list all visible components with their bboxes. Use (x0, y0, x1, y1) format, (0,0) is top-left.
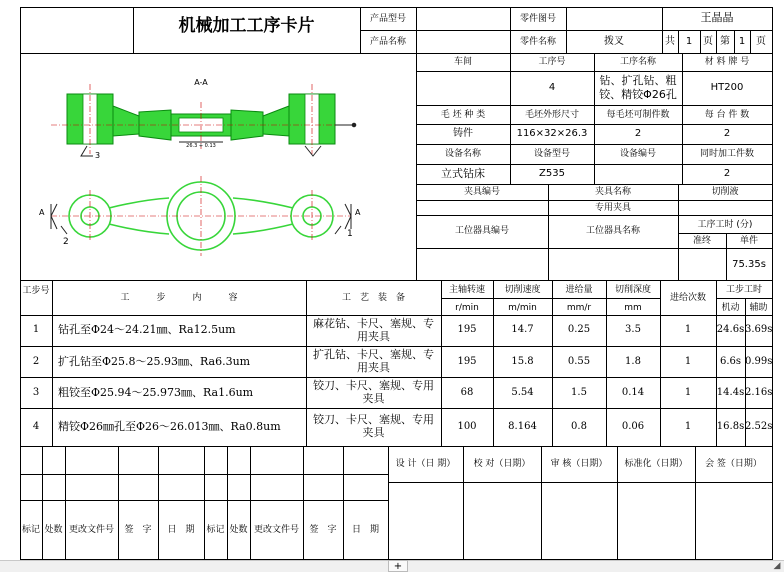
fixture-name-label: 夹具名称 (594, 187, 631, 197)
footer-sign-2: 签 字 (309, 525, 337, 535)
step-spindle: 100 (457, 421, 477, 432)
per-machine-label: 每 台 件 数 (704, 110, 750, 120)
col-passes: 进给次数 (669, 293, 706, 303)
material-label: 材 料 牌 号 (704, 57, 750, 67)
col-step-no: 工步号 (22, 286, 50, 296)
per-machine-value: 2 (723, 128, 731, 139)
step-depth: 0.06 (621, 421, 645, 432)
col-aux-time: 辅助 (749, 303, 768, 313)
product-name-label: 产品名称 (369, 37, 406, 47)
step-feed: 0.55 (567, 356, 591, 367)
author-name: 王晶晶 (700, 11, 734, 24)
footer-sign-1: 签 字 (124, 525, 152, 535)
footer-review: 审 核（日期） (550, 459, 608, 469)
total-pages: 1 (685, 36, 693, 47)
footer-place-1: 处数 (44, 525, 63, 535)
step-no: 2 (32, 356, 40, 367)
product-model-label: 产品型号 (369, 14, 406, 24)
step-spindle: 68 (460, 387, 474, 398)
step-equip: 麻花钻、卡尺、塞规、专用夹具 (313, 317, 434, 343)
step-content: 扩孔钻至Φ25.8～25.93㎜、Ra6.3um (58, 355, 251, 368)
prep-label: 准终 (692, 236, 711, 246)
step-no: 1 (32, 324, 40, 335)
blank-size-value: 116×32×26.3 (516, 128, 588, 139)
per-blank-value: 2 (634, 128, 642, 139)
step-aux: 3.69s (745, 324, 773, 335)
simul-label: 同时加工件数 (699, 149, 754, 159)
fixture-no-label: 夹具编号 (463, 187, 500, 197)
step-equip: 扩孔钻、卡尺、塞规、专用夹具 (313, 348, 434, 374)
step-depth: 1.8 (625, 356, 641, 367)
equip-name-value: 立式钻床 (441, 167, 485, 180)
station-tool-no-label: 工位器具编号 (454, 226, 509, 236)
footer-mark-2: 标记 (206, 525, 225, 535)
per-blank-label: 每毛坯可制件数 (606, 110, 670, 120)
footer-standard: 标准化（日期） (624, 459, 688, 469)
step-feed: 1.5 (571, 387, 587, 398)
step-aux: 2.52s (745, 421, 773, 432)
equip-model-value: Z535 (539, 168, 565, 179)
footer-countersign: 会 签（日期） (705, 459, 762, 469)
step-no: 4 (32, 421, 40, 432)
page-unit-1: 页 (703, 36, 713, 47)
step-content: 精铰Φ26㎜孔至Φ26～26.013㎜、Ra0.8um (58, 420, 281, 433)
page-no: 1 (738, 36, 746, 47)
step-equip: 铰刀、卡尺、塞规、专用夹具 (313, 413, 434, 439)
op-no-value: 4 (548, 82, 556, 93)
step-spindle: 195 (457, 324, 477, 335)
step-content: 粗铰至Φ25.94～25.973㎜、Ra1.6um (58, 386, 254, 399)
footer-proofread: 校 对（日期） (473, 459, 531, 469)
col-speed: 切削速度 (504, 285, 541, 295)
dim-label: 26.3 + 0.13 (186, 143, 216, 149)
simul-value: 2 (723, 168, 731, 179)
col-machine-time: 机动 (721, 303, 740, 313)
footer-design: 设 计（日 期） (395, 459, 456, 469)
part-name-value: 拨叉 (604, 36, 624, 47)
unit-label: 单件 (739, 236, 758, 246)
step-depth: 0.14 (621, 387, 645, 398)
step-machine: 24.6s (716, 324, 745, 335)
step-machine: 14.4s (716, 387, 745, 398)
part-no-label: 零件图号 (519, 14, 556, 24)
footer-change-doc-2: 更改文件号 (253, 525, 299, 535)
page-no-label: 第 (720, 36, 730, 47)
step-speed: 14.7 (511, 324, 534, 335)
equip-model-label: 设备型号 (533, 149, 570, 159)
footer-date-2: 日 期 (351, 525, 379, 535)
blank-size-label: 毛坯外形尺寸 (524, 110, 579, 120)
card-title: 机械加工工序卡片 (178, 16, 315, 36)
col-step-time: 工步工时 (725, 285, 762, 295)
step-passes: 1 (684, 356, 692, 367)
blank-type-label: 毛 坯 种 类 (440, 110, 486, 120)
resize-grip-icon[interactable]: ◢ (773, 561, 781, 571)
step-speed: 8.164 (508, 421, 537, 432)
mark-a-left: A (39, 208, 45, 217)
section-label: A-A (194, 78, 208, 87)
material-value: HT200 (710, 82, 744, 93)
step-aux: 0.99s (745, 356, 773, 367)
step-feed: 0.25 (567, 324, 591, 335)
total-label: 共 (665, 36, 675, 47)
step-speed: 15.8 (511, 356, 534, 367)
coolant-label: 切削液 (711, 187, 739, 197)
mark-num-1: 1 (347, 229, 353, 239)
op-name-label: 工序名称 (619, 57, 656, 67)
step-no: 3 (32, 387, 40, 398)
step-passes: 1 (684, 324, 692, 335)
unit-time-value: 75.35s (732, 259, 766, 270)
step-aux: 2.16s (745, 387, 773, 398)
unit-feed: mm/r (566, 303, 592, 313)
unit-depth: mm (624, 303, 642, 313)
mark-num-2: 2 (63, 237, 69, 247)
col-content: 工 步 内 容 (120, 293, 238, 303)
equip-name-label: 设备名称 (444, 149, 481, 159)
station-tool-name-label: 工位器具名称 (585, 226, 640, 236)
op-name-value: 钻、扩孔钻、粗铰、精铰Φ26孔 (599, 74, 677, 101)
col-depth: 切削深度 (614, 285, 651, 295)
step-passes: 1 (684, 387, 692, 398)
part-name-label: 零件名称 (519, 37, 556, 47)
step-machine: 6.6s (719, 356, 742, 367)
col-feed: 进给量 (565, 285, 593, 295)
page-unit-2: 页 (756, 36, 766, 47)
step-spindle: 195 (457, 356, 477, 367)
workshop-label: 车间 (453, 57, 472, 67)
step-speed: 5.54 (511, 387, 534, 398)
mark-a-right: A (355, 208, 361, 217)
unit-speed: m/min (508, 303, 537, 313)
footer-change-doc-1: 更改文件号 (68, 525, 114, 535)
step-content: 钻孔至Φ24～24.21㎜、Ra12.5um (58, 323, 236, 336)
blank-type-value: 铸件 (453, 128, 473, 139)
mark-num-3: 3 (95, 151, 101, 160)
unit-spindle: r/min (455, 303, 479, 313)
op-no-label: 工序号 (538, 57, 566, 67)
step-depth: 3.5 (625, 324, 641, 335)
col-spindle: 主轴转速 (448, 285, 485, 295)
step-passes: 1 (684, 421, 692, 432)
add-sheet-button[interactable]: + (388, 560, 408, 572)
footer-mark-1: 标记 (21, 525, 40, 535)
part-drawing (21, 54, 416, 280)
footer-date-1: 日 期 (167, 525, 195, 535)
col-equipment: 工 艺 装 备 (341, 293, 405, 303)
equip-no-label: 设备编号 (619, 149, 656, 159)
fixture-name-value: 专用夹具 (594, 203, 631, 213)
footer-place-2: 处数 (229, 525, 248, 535)
step-equip: 铰刀、卡尺、塞规、专用夹具 (313, 379, 434, 405)
op-time-label: 工序工时 (分) (697, 220, 753, 230)
step-feed: 0.8 (571, 421, 587, 432)
step-machine: 16.8s (716, 421, 745, 432)
